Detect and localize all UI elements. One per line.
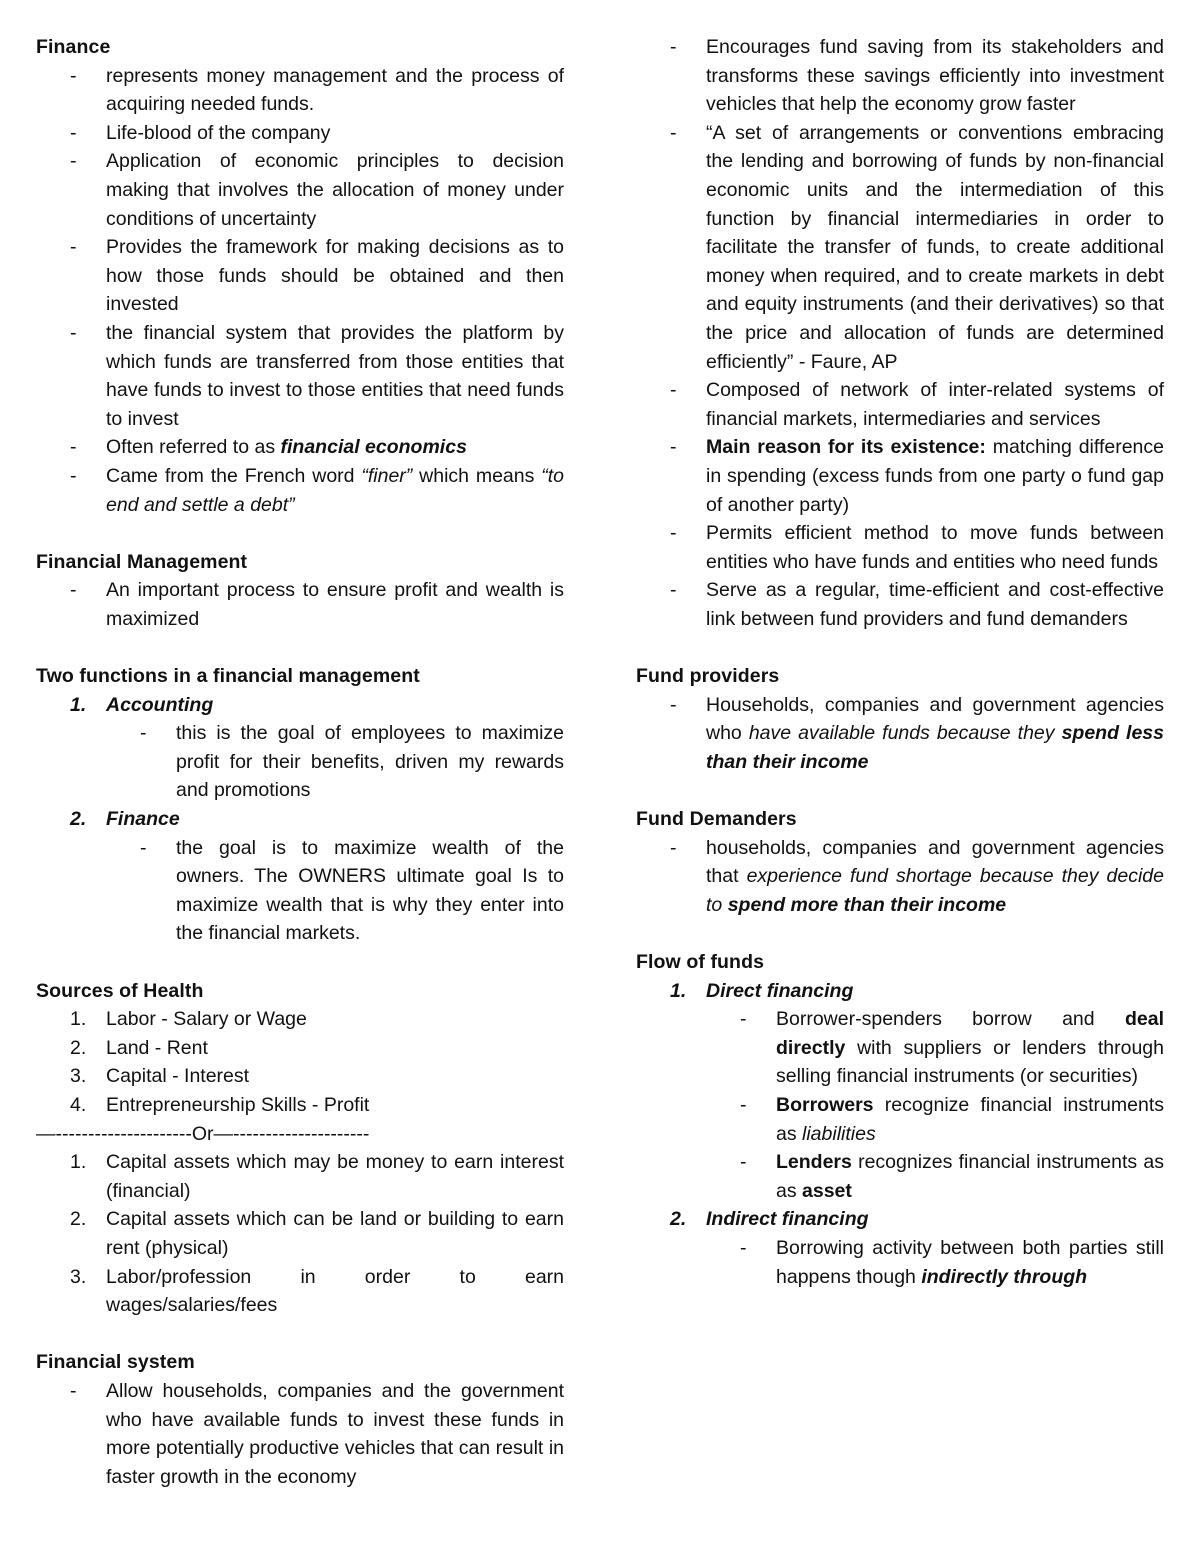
sources-list-1: [36, 1005, 564, 1119]
left-column: [36, 33, 564, 1491]
list-item: 2. Land - Rent: [70, 1036, 208, 1059]
list-item: 1. Direct financing - Borrower-spenders borrow and deal directly with suppliers or lenders through selling financial instruments (or securities) - Borrowers recognize financial instruments as liabilities - Lenders recognizes financial instruments as as asset: [636, 977, 1164, 1206]
list-item: - Permits efficient method to move funds between entities who have funds and entities who need funds: [636, 519, 1164, 576]
finance-title: Finance: [106, 808, 180, 831]
list-item: - the goal is to maximize wealth of the owners. The OWNERS ultimate goal Is to maximize wealth that is why they enter into the financial markets.: [106, 834, 564, 948]
list-item: 3. Capital - Interest: [70, 1065, 250, 1088]
list-item: - Main reason for its existence: matching difference in spending (excess funds from one party o fund gap of another party): [636, 433, 1164, 519]
flow-of-funds-list: [636, 977, 1164, 1292]
list-item: - Borrowing activity between both parties still happens though indirectly through: [706, 1234, 1164, 1291]
fund-providers-list: [636, 691, 1164, 777]
list-item: 1. Accounting - this is the goal of employees to maximize profit for their benefits, driven my rewards and promotions: [36, 691, 564, 805]
flow-of-funds-heading: Flow of funds: [636, 951, 765, 973]
indirect-financing-title: Indirect financing: [706, 1208, 869, 1231]
list-item: 4. Entrepreneurship Skills - Profit: [70, 1093, 370, 1116]
list-item: 1. Labor - Salary or Wage: [70, 1008, 307, 1031]
sources-list-2: [36, 1148, 564, 1320]
list-item: - Often referred to as financial economics: [36, 433, 564, 462]
list-item: - represents money management and the process of acquiring needed funds.: [36, 62, 564, 119]
list-item: - Provides the framework for making decisions as to how those funds should be obtained and then invested: [36, 233, 564, 319]
finance-list: [36, 62, 564, 520]
list-item: 2. Capital assets which can be land or building to earn rent (physical): [70, 1208, 564, 1259]
financial-system-heading: Financial system: [36, 1351, 195, 1374]
list-item: - Composed of network of inter-related systems of financial markets, intermediaries and services: [636, 376, 1164, 433]
financial-system-list: [36, 1377, 564, 1491]
financial-system-list-continued: [636, 33, 1164, 633]
financial-economics-term: financial economics: [280, 436, 467, 459]
list-item: - the financial system that provides the platform by which funds are transferred from those entities that have funds to invest to those entities that need funds to invest: [36, 319, 564, 433]
financial-management-heading: Financial Management: [36, 550, 248, 573]
list-item: 2. Indirect financing - Borrowing activity between both parties still happens though indirectly through: [636, 1205, 1164, 1291]
list-item: - Borrowers recognize financial instruments as liabilities: [706, 1091, 1164, 1148]
right-column: [636, 33, 1164, 1291]
list-item: 1. Capital assets which may be money to earn interest (financial): [70, 1151, 564, 1202]
financial-management-list: [36, 576, 564, 633]
list-item: - Came from the French word “finer” which means “to end and settle a debt”: [36, 462, 564, 519]
two-functions-heading: Two functions in a financial management: [36, 665, 420, 688]
finance-heading: Finance: [36, 36, 111, 58]
list-item: - Life-blood of the company: [36, 119, 564, 148]
list-item: - Application of economic principles to decision making that involves the allocation of money under conditions of uncertainty: [36, 147, 564, 233]
list-item: - this is the goal of employees to maximize profit for their benefits, driven my rewards and promotions: [106, 719, 564, 805]
list-item: - Households, companies and government agencies who have available funds because they spend less than their income: [636, 691, 1164, 777]
sources-heading: Sources of Health: [36, 979, 204, 1002]
list-item: - Encourages fund saving from its stakeholders and transforms these savings efficiently into investment vehicles that help the economy grow faster: [636, 33, 1164, 119]
two-functions-list: [36, 691, 564, 948]
accounting-title: Accounting: [106, 693, 214, 716]
direct-financing-title: Direct financing: [706, 979, 854, 1002]
list-item: 3. Labor/profession in order to earn wages/salaries/fees: [70, 1265, 564, 1317]
fund-providers-heading: Fund providers: [636, 665, 780, 688]
list-item: - An important process to ensure profit and wealth is maximized: [36, 576, 564, 633]
fund-demanders-list: [636, 834, 1164, 920]
list-item: - Allow households, companies and the government who have available funds to invest these funds in more potentially productive vehicles that can result in faster growth in the economy: [36, 1377, 564, 1491]
list-item: - Borrower-spenders borrow and deal directly with suppliers or lenders through selling financial instruments (or securities): [706, 1005, 1164, 1091]
list-item: - households, companies and government agencies that experience fund shortage because they decide to spend more than their income: [636, 834, 1164, 920]
list-item: - Lenders recognizes financial instruments as as asset: [706, 1148, 1164, 1205]
list-item: 2. Finance - the goal is to maximize wealth of the owners. The OWNERS ultimate goal Is to maximize wealth that is why they enter into the financial markets.: [36, 805, 564, 948]
or-separator: —---------------------Or—---------------------: [36, 1122, 370, 1145]
fund-demanders-heading: Fund Demanders: [636, 808, 797, 831]
list-item: - “A set of arrangements or conventions embracing the lending and borrowing of funds by non-financial economic units and the intermediation of this function by financial intermediaries in order to facilitate the transfer of funds, to create additional money when required, and to create markets in debt and equity instruments (and their derivatives) so that the price and allocation of funds are determined efficiently” - Faure, AP: [636, 119, 1164, 376]
main-reason-label: Main reason for its existence:: [706, 436, 986, 459]
list-item: - Serve as a regular, time-efficient and cost-effective link between fund providers and fund demanders: [636, 576, 1164, 633]
